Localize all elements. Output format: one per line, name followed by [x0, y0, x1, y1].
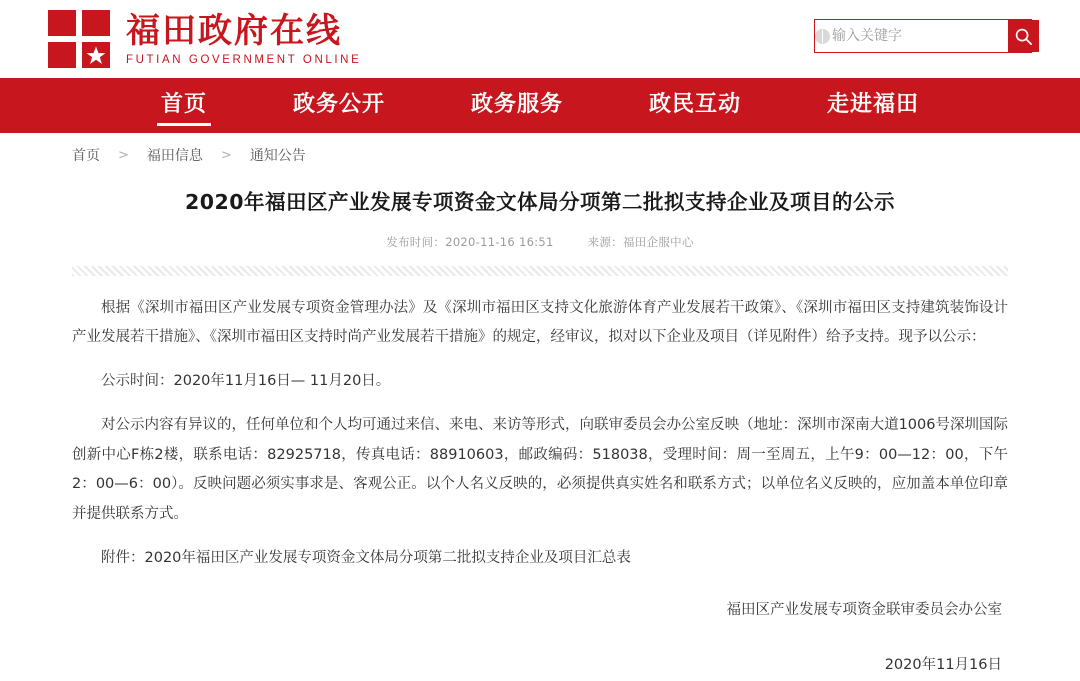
decorative-divider [72, 266, 1008, 276]
article-paragraph: 对公示内容有异议的，任何单位和个人均可通过来信、来电、来访等形式，向联审委员会办公室反映（地址：深圳市深南大道1006号深圳国际创新中心F栋2楼，联系电话：82925718，传真电话：88910603，邮政编码：518038，受理时间：周一至周五，上午9：00—12：00，下午2：00—6：00）。反映问题必须实事求是、客观公正。以个人名义反映的，必须提供真实姓名和联系方式；以单位名义反映的，应加盖本单位印章并提供联系方式。 [72, 416, 1008, 523]
globe-icon [815, 20, 830, 52]
site-header [0, 0, 1080, 78]
breadcrumb-separator: > [118, 147, 129, 163]
breadcrumb-item-notices[interactable]: 通知公告 [249, 148, 306, 164]
star-icon [82, 42, 110, 68]
publish-time: 发布时间：2020-11-16 16:51 [386, 234, 554, 249]
article-paragraph: 公示时间：2020年11月16日— 11月20日。 [101, 373, 391, 390]
site-logo[interactable] [48, 10, 361, 68]
main-navigation [0, 78, 1080, 133]
article-meta [72, 234, 1008, 250]
nav-item-government-affairs-disclosure[interactable]: 政务公开 [292, 92, 385, 117]
signature-date: 2020年11月16日 [884, 657, 1002, 674]
search-button[interactable] [1008, 20, 1039, 52]
logo-title-en: FUTIAN GOVERNMENT ONLINE [126, 54, 362, 67]
nav-item-public-interaction[interactable]: 政民互动 [649, 92, 742, 117]
article-source: 来源：福田企服中心 [587, 234, 694, 249]
search-icon [1014, 27, 1033, 46]
search-box[interactable] [814, 19, 1032, 53]
breadcrumb-separator: > [220, 147, 232, 163]
breadcrumb-item-futian-info[interactable]: 福田信息 [146, 148, 203, 164]
signature-org: 福田区产业发展专项资金联审委员会办公室 [726, 601, 1002, 618]
page-title: 2020年福田区产业发展专项资金文体局分项第二批拟支持企业及项目的公示 [184, 190, 896, 214]
article-attachment-line: 附件：2020年福田区产业发展专项资金文体局分项第二批拟支持企业及项目汇总表 [101, 549, 631, 566]
article-paragraph: 根据《深圳市福田区产业发展专项资金管理办法》及《深圳市福田区支持文化旅游体育产业发展若干政策》、《深圳市福田区支持建筑装饰设计产业发展若干措施》、《深圳市福田区支持时尚产业发展若干措施》的规定，经审议，拟对以下企业及项目（详见附件）给予支持。现予以公示： [72, 299, 1008, 346]
article [0, 187, 1080, 681]
nav-item-about-futian[interactable]: 走进福田 [827, 92, 920, 117]
breadcrumb [0, 133, 1080, 177]
logo-mark-icon [48, 10, 110, 68]
search-input[interactable] [830, 27, 1008, 45]
article-body [72, 276, 1008, 681]
article-signature-block [72, 596, 1008, 681]
logo-title-cn: 福田政府在线 [126, 10, 342, 51]
nav-item-government-services[interactable]: 政务服务 [470, 92, 563, 117]
breadcrumb-item-home[interactable]: 首页 [72, 148, 100, 164]
nav-item-home[interactable]: 首页 [157, 87, 211, 124]
